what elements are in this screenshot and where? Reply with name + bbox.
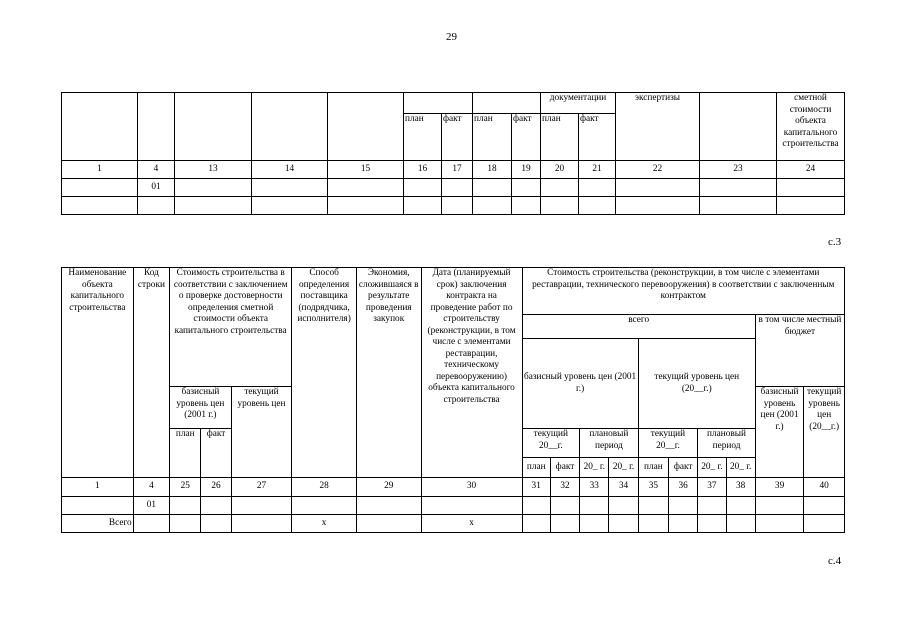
- table-cell[interactable]: [777, 179, 845, 197]
- table-cell[interactable]: [133, 515, 169, 533]
- header-planned-period-2: плановый период: [698, 429, 756, 458]
- column-number: 34: [609, 478, 638, 497]
- header-total: всего: [522, 315, 755, 339]
- column-number: 16: [404, 161, 442, 179]
- column-number: 19: [512, 161, 541, 179]
- column-number: 31: [522, 478, 550, 497]
- column-number: 33: [580, 478, 609, 497]
- header-year-38: 20_ г.: [726, 458, 755, 478]
- table-cell[interactable]: [522, 497, 550, 515]
- table-cell[interactable]: [421, 497, 522, 515]
- column-number: 4: [138, 161, 175, 179]
- table-cell[interactable]: [201, 515, 231, 533]
- table-cell[interactable]: [638, 515, 668, 533]
- header-object-name: Наименование объекта капитального строительства: [62, 268, 134, 478]
- table-cell[interactable]: [616, 197, 700, 215]
- column-number: 32: [550, 478, 579, 497]
- header-local-current: текущий уровень цен (20__г.): [804, 387, 845, 478]
- column-number: 18: [473, 161, 512, 179]
- table-cell[interactable]: [292, 497, 357, 515]
- table-row: [62, 197, 845, 215]
- top-plan-18: план: [473, 114, 512, 161]
- table-cell[interactable]: [512, 179, 541, 197]
- table-cell[interactable]: [473, 197, 512, 215]
- header-fact-32: факт: [550, 458, 579, 478]
- row-code: 01: [133, 497, 169, 515]
- table-cell[interactable]: [777, 197, 845, 215]
- header-current-year-1: текущий 20__г.: [522, 429, 580, 458]
- column-number: 35: [638, 478, 668, 497]
- table-cell[interactable]: [138, 197, 175, 215]
- bottom-column-numbers-row: [62, 478, 845, 497]
- column-number: 20: [541, 161, 579, 179]
- column-number: 1: [62, 478, 134, 497]
- header-local-basic: базисный уровень цен (2001 г.): [755, 387, 803, 478]
- table-cell[interactable]: [550, 497, 579, 515]
- header-current-level: текущий уровень цен: [231, 387, 292, 478]
- column-number: 24: [777, 161, 845, 179]
- table-cell[interactable]: [609, 515, 638, 533]
- table-cell[interactable]: [579, 197, 616, 215]
- column-number: 15: [328, 161, 404, 179]
- header-supplier-method: Способ определения поставщика (подрядчика, исполнителя): [292, 268, 357, 478]
- table-cell[interactable]: [726, 515, 755, 533]
- column-number: 27: [231, 478, 292, 497]
- top-fact-17: факт: [442, 114, 473, 161]
- top-header-estimated-cost: сметной стоимости объекта капитального строительства: [777, 93, 845, 161]
- table-cell[interactable]: [638, 497, 668, 515]
- table-cell[interactable]: [62, 497, 134, 515]
- header-current-price-level-20: текущий уровень цен (20__г.): [638, 339, 755, 429]
- section-label-s4: с.4: [828, 555, 842, 567]
- table-cell[interactable]: [252, 179, 328, 197]
- table-cell[interactable]: [580, 515, 609, 533]
- table-cell[interactable]: [698, 497, 726, 515]
- table-cell[interactable]: [804, 497, 845, 515]
- table-cell[interactable]: [541, 197, 579, 215]
- header-year-33: 20_ г.: [580, 458, 609, 478]
- table-row: [62, 179, 845, 197]
- column-number: 39: [755, 478, 803, 497]
- header-year-34: 20_ г.: [609, 458, 638, 478]
- column-number: 40: [804, 478, 845, 497]
- column-number: 17: [442, 161, 473, 179]
- top-fact-21: факт: [579, 114, 616, 161]
- column-number: 22: [616, 161, 700, 179]
- top-header-expertise: экспертизы: [616, 93, 700, 161]
- table-cell[interactable]: [201, 497, 231, 515]
- header-current-year-2: текущий 20__г.: [638, 429, 698, 458]
- row-code: 01: [138, 179, 175, 197]
- table-cell[interactable]: [62, 179, 138, 197]
- table-cell[interactable]: [356, 515, 421, 533]
- table-cell[interactable]: [698, 515, 726, 533]
- top-header-blank: [404, 93, 473, 114]
- table-cell[interactable]: [522, 515, 550, 533]
- table-cell[interactable]: [170, 515, 201, 533]
- top-header-blank: [175, 93, 252, 161]
- page-number: 29: [446, 31, 457, 43]
- header-basic-price-level: базисный уровень цен (2001 г.): [522, 339, 638, 429]
- table-cell[interactable]: [175, 197, 252, 215]
- table-cell[interactable]: [252, 197, 328, 215]
- table-cell[interactable]: [231, 497, 292, 515]
- table-cell[interactable]: [726, 497, 755, 515]
- section-label-s3: с.3: [828, 236, 842, 248]
- column-number: 26: [201, 478, 231, 497]
- table-cell[interactable]: [328, 179, 404, 197]
- table-cell[interactable]: [804, 515, 845, 533]
- x-mark: x: [421, 515, 522, 533]
- table-row: [62, 497, 845, 515]
- top-table: [61, 92, 845, 215]
- table-cell[interactable]: [356, 497, 421, 515]
- column-number: 38: [726, 478, 755, 497]
- header-fact: факт: [201, 429, 231, 478]
- table-cell[interactable]: [473, 179, 512, 197]
- header-procurement-savings: Экономия, сложившаяся в результате проведения закупок: [356, 268, 421, 478]
- table-cell[interactable]: [541, 179, 579, 197]
- table-cell[interactable]: [616, 179, 700, 197]
- header-row-code: Код строки: [133, 268, 169, 478]
- table-cell[interactable]: [609, 497, 638, 515]
- column-number: 29: [356, 478, 421, 497]
- total-row: [62, 515, 845, 533]
- column-number: 28: [292, 478, 357, 497]
- top-header-blank: [138, 93, 175, 161]
- table-cell[interactable]: [755, 515, 803, 533]
- top-plan-20: план: [541, 114, 579, 161]
- table-cell[interactable]: [328, 197, 404, 215]
- table-cell[interactable]: [404, 179, 442, 197]
- top-column-numbers-row: [62, 161, 845, 179]
- column-number: 36: [668, 478, 697, 497]
- table-cell[interactable]: [442, 197, 473, 215]
- table-cell[interactable]: [170, 497, 201, 515]
- column-number: 30: [421, 478, 522, 497]
- header-basic-level-2001: базисный уровень цен (2001 г.): [170, 387, 232, 429]
- column-number: 4: [133, 478, 169, 497]
- table-cell[interactable]: [668, 497, 697, 515]
- column-number: 23: [700, 161, 777, 179]
- header-planned-period-1: плановый период: [580, 429, 639, 458]
- table-cell[interactable]: [550, 515, 579, 533]
- header-year-37: 20_ г.: [698, 458, 726, 478]
- table-cell[interactable]: [755, 497, 803, 515]
- header-plan-31: план: [522, 458, 550, 478]
- top-header-blank: [700, 93, 777, 161]
- total-label: Всего: [62, 515, 134, 533]
- top-header-blank: [252, 93, 328, 161]
- header-cost-conformity: Стоимость строительства в соответствии с заключением о проверке достоверности определения сметной стоимости объекта капитального строительства: [170, 268, 292, 387]
- header-plan-35: план: [638, 458, 668, 478]
- table-cell[interactable]: [700, 179, 777, 197]
- table-cell[interactable]: [231, 515, 292, 533]
- top-plan-16: план: [404, 114, 442, 161]
- bottom-table: [61, 267, 845, 533]
- table-cell[interactable]: [700, 197, 777, 215]
- top-fact-19: факт: [512, 114, 541, 161]
- table-cell[interactable]: [442, 179, 473, 197]
- column-number: 37: [698, 478, 726, 497]
- table-cell[interactable]: [512, 197, 541, 215]
- table-cell[interactable]: [579, 179, 616, 197]
- x-mark: x: [292, 515, 357, 533]
- header-fact-36: факт: [668, 458, 697, 478]
- table-cell[interactable]: [404, 197, 442, 215]
- header-cost-contract: Стоимость строительства (реконструкции, в том числе с элементами реставрации, технического перевооружения) в соответствии с заключенным контрактом: [522, 268, 844, 315]
- column-number: 13: [175, 161, 252, 179]
- header-local-budget: в том числе местный бюджет: [755, 315, 844, 387]
- top-header-blank: [328, 93, 404, 161]
- column-number: 25: [170, 478, 201, 497]
- top-header-blank: [473, 93, 541, 114]
- column-number: 1: [62, 161, 138, 179]
- table-cell[interactable]: [580, 497, 609, 515]
- column-number: 21: [579, 161, 616, 179]
- header-contract-date: Дата (планируемый срок) заключения контракта на проведение работ по строительству (реконструкции, в том числе с элементами реставрации, техническому перевооружению) объекта капитального строительства: [421, 268, 522, 478]
- table-cell[interactable]: [668, 515, 697, 533]
- table-cell[interactable]: [175, 179, 252, 197]
- top-header-blank: [62, 93, 138, 161]
- table-cell[interactable]: [62, 197, 138, 215]
- header-plan: план: [170, 429, 201, 478]
- column-number: 14: [252, 161, 328, 179]
- top-header-documentation: документации: [541, 93, 616, 114]
